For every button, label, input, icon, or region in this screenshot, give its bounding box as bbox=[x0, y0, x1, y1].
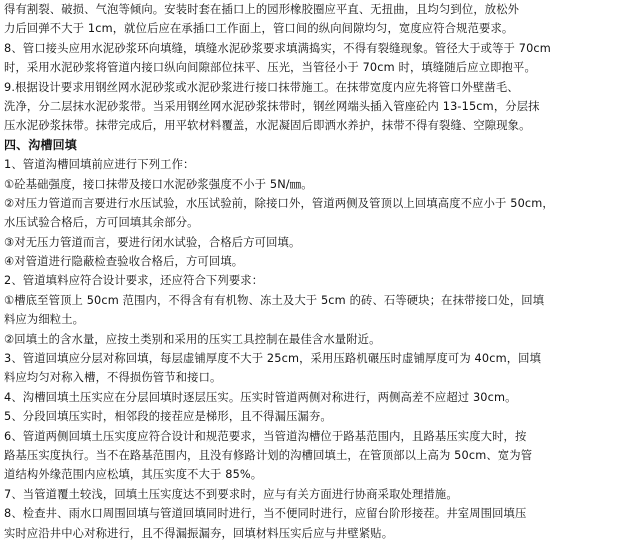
paragraph-line: 料应为细粒土。 bbox=[4, 313, 85, 327]
paragraph-line: ④对管道进行隐蔽检查验收合格后，方可回填。 bbox=[4, 255, 244, 269]
paragraph-line: 8、管口接头应用水泥砂浆环向填缝，填缝水泥砂浆要求填满捣实，不得有裂缝现象。管径大于或等于 70cm bbox=[4, 41, 551, 55]
paragraph-line: 1、管道沟槽回填前应进行下列工作： bbox=[4, 158, 195, 172]
paragraph-line: 4、沟槽回填土压实应在分层回填时逐层压实。压实时管道两侧对称进行，两侧高差不应超过 30cm。 bbox=[4, 390, 517, 404]
paragraph-line: 力后回弹不大于 1cm，就位后应在承插口工作面上，管口间的纵向间隙均匀，宽度应符合规范要求。 bbox=[4, 22, 514, 36]
paragraph-line: ①砼基础强度，接口抹带及接口水泥砂浆强度不小于 5N/㎜。 bbox=[4, 177, 313, 191]
paragraph-line: 8、检查井、雨水口周围回填与管道回填同时进行，当不便同时进行，应留台阶形接茬。井室周围回填压 bbox=[4, 507, 527, 521]
paragraph-line: 料应均匀对称入槽，不得损伤管节和接口。 bbox=[4, 371, 222, 385]
paragraph-line: 3、管道回填应分层对称回填，每层虚铺厚度不大于 25cm，采用压路机碾压时虚铺厚度可为 40cm，回填 bbox=[4, 352, 542, 366]
paragraph-line: ②回填土的含水量，应按土类别和采用的压实工具控制在最佳含水量附近。 bbox=[4, 332, 381, 346]
paragraph-line: 6、管道两侧回填土压实度应符合设计和规范要求，当管道沟槽位于路基范围内，且路基压实度大时，按 bbox=[4, 429, 527, 443]
paragraph-line: ①槽底至管顶上 50cm 范围内，不得含有有机物、冻土及大于 5cm 的砖、石等硬块；在抹带接口处，回填 bbox=[4, 293, 545, 307]
paragraph-line: 水压试验合格后，方可回填其余部分。 bbox=[4, 216, 199, 230]
paragraph-line: ③对无压力管道而言，要进行闭水试验，合格后方可回填。 bbox=[4, 235, 301, 249]
paragraph-line: 压水泥砂浆抹带。抹带完成后，用平软材料覆盖，水泥凝固后即洒水养护，抹带不得有裂缝、空隙现象。 bbox=[4, 119, 531, 133]
paragraph-line: 洗净，分二层抹水泥砂浆带。当采用钢丝网水泥砂浆抹带时，钢丝网端头插入管座砼内 13-15cm，分层抹 bbox=[4, 99, 540, 113]
paragraph-line: 9.根据设计要求用钢丝网水泥砂浆或水泥砂浆进行接口抹带施工。在抹带宽度内应先将管口外壁凿毛、 bbox=[4, 80, 519, 94]
paragraph-line: 2、管道填料应符合设计要求，还应符合下列要求： bbox=[4, 274, 264, 288]
paragraph-line: ②对压力管道而言要进行水压试验，水压试验前，除接口外，管道两侧及管顶以上回填高度不应小于 50cm， bbox=[4, 196, 554, 210]
paragraph-line: 5、分段回填压实时，相邻段的接茬应是梯形，且不得漏压漏夯。 bbox=[4, 410, 332, 424]
section-heading: 四、沟槽回填 bbox=[4, 137, 77, 152]
paragraph-line: 实时应沿井中心对称进行，且不得漏振漏夯，回填材料压实后应与井壁紧贴。 bbox=[4, 526, 394, 540]
paragraph-line: 道结构外缘范围内应松填，其压实度不大于 85%。 bbox=[4, 468, 263, 482]
paragraph-line: 7、当管道覆土较浅，回填土压实度达不到要求时，应与有关方面进行协商采取处理措施。 bbox=[4, 487, 458, 501]
paragraph-line: 时，采用水泥砂浆将管道内接口纵向间隙部位抹平、压光，当管径小于 70cm 时，填缝随后应立即抱平。 bbox=[4, 61, 536, 75]
paragraph-line: 路基压实度执行。当不在路基范围内，且没有修路计划的沟槽回填土，在管顶部以上高为 50cm、宽为管 bbox=[4, 448, 533, 462]
paragraph-line: 得有割裂、破损、气泡等倾向。安装时套在插口上的园形橡胶圈应平直、无扭曲，且均匀到位，放松外 bbox=[4, 3, 520, 16]
